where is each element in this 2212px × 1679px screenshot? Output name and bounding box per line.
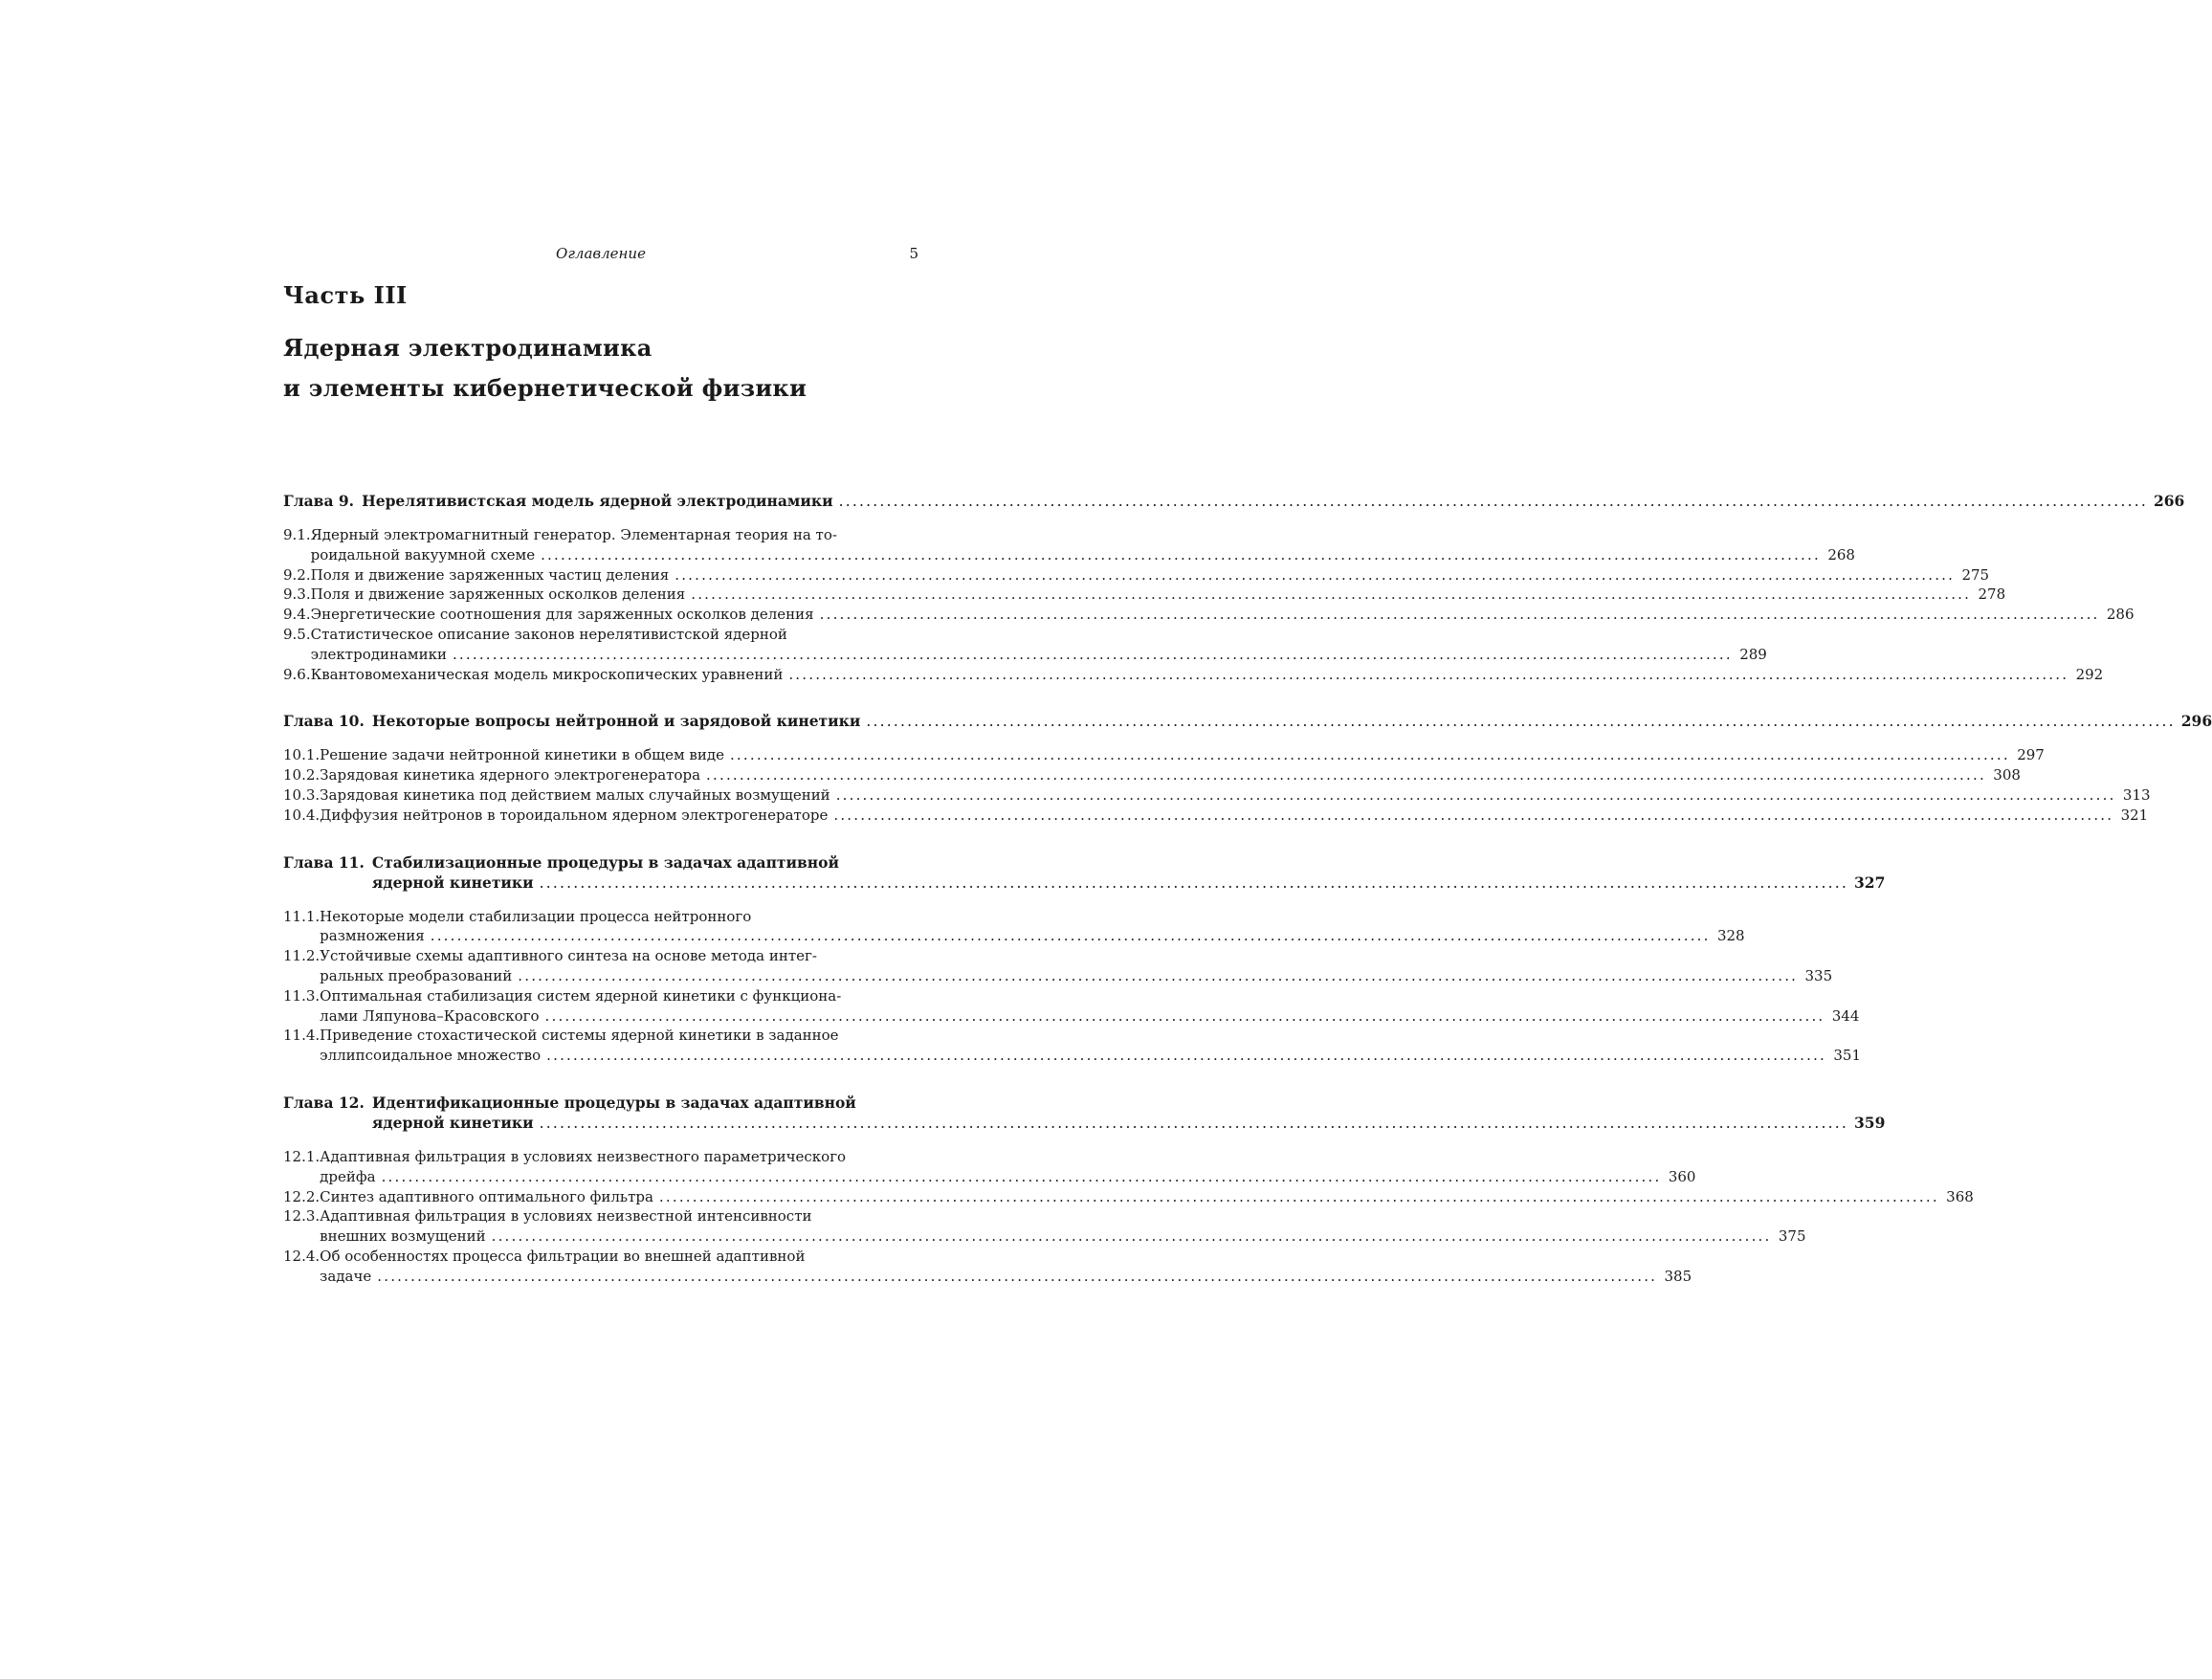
section-entry[interactable]: [283, 765, 2021, 785]
entry-line: [311, 585, 2006, 605]
section-entry[interactable]: [283, 946, 1833, 986]
dot-leader: [730, 745, 2010, 765]
entry-page-number[interactable]: 266: [2153, 492, 2185, 510]
section-entry[interactable]: [283, 525, 1855, 565]
section-number: 9.5.: [283, 625, 311, 643]
chapter-entry[interactable]: [283, 491, 2185, 512]
entry-line: [320, 1226, 1805, 1247]
entry-text: лами Ляпунова–Красовского: [320, 1006, 540, 1025]
entry-line: [320, 907, 1744, 927]
entry-text: Зарядовая кинетика ядерного электрогенератора: [320, 766, 701, 784]
section-number: 11.1.: [283, 907, 321, 925]
section-entry[interactable]: [283, 625, 1767, 665]
section-number: 9.2.: [283, 565, 311, 584]
entry-text: Нерелятивистская модель ядерной электродинамики: [362, 492, 833, 510]
section-number: 9.6.: [283, 665, 311, 683]
entry-text: Стабилизационные процедуры в задачах адаптивной: [371, 852, 839, 872]
entry-page-number[interactable]: 275: [1961, 565, 1990, 584]
part-label: Часть III: [283, 281, 408, 309]
entry-page-number[interactable]: 335: [1804, 966, 1833, 984]
entry-page-number[interactable]: 297: [2017, 746, 2045, 764]
entry-page-number[interactable]: 327: [1854, 873, 1886, 892]
dot-leader: [839, 492, 2148, 512]
entry-text: размножения: [320, 927, 425, 945]
entry-line: [320, 946, 1832, 966]
entry-page-number[interactable]: 385: [1664, 1267, 1692, 1285]
entry-page-number[interactable]: 289: [1739, 645, 1767, 663]
entry-line: [311, 605, 2135, 625]
part-title: [283, 328, 918, 409]
dot-leader: [675, 565, 1955, 585]
entry-line: [311, 525, 1855, 545]
section-title: [320, 785, 2150, 806]
entry-line: [311, 625, 1767, 645]
entry-text: Квантовомеханическая модель микроскопических уравнений: [310, 665, 784, 683]
chapter-block: [283, 711, 2212, 825]
entry-text: Поля и движение заряженных частиц деления: [310, 565, 670, 584]
section-entry[interactable]: [283, 745, 2045, 765]
section-number: 12.1.: [283, 1147, 321, 1165]
entry-line: [311, 565, 1989, 585]
section-entry[interactable]: [283, 605, 2135, 625]
entry-line: [320, 1026, 1861, 1046]
section-entry[interactable]: [283, 585, 2006, 605]
entry-text: электродинамики: [310, 645, 447, 663]
entry-page-number[interactable]: 321: [2120, 806, 2149, 824]
entry-text: ральных преобразований: [320, 966, 513, 984]
toc-page: [283, 245, 2212, 1314]
section-number: 11.3.: [283, 986, 321, 1005]
entry-text: Адаптивная фильтрация в условиях неизвестной интенсивности: [320, 1207, 812, 1226]
entry-line: [372, 873, 1886, 894]
entry-line: [311, 545, 1855, 565]
entry-page-number[interactable]: 308: [1993, 766, 2021, 784]
dot-leader: [540, 1114, 1848, 1134]
section-entry[interactable]: [283, 665, 2104, 685]
section-number: 11.2.: [283, 947, 321, 965]
running-head: [283, 245, 918, 268]
section-entry[interactable]: [283, 986, 1860, 1027]
entry-line: [320, 785, 2150, 806]
entry-line: [311, 645, 1767, 665]
section-title: [320, 907, 1744, 947]
section-entry[interactable]: [283, 1206, 1806, 1247]
dot-leader: [866, 712, 2175, 732]
entry-line: [320, 1267, 1692, 1287]
entry-line: [320, 745, 2045, 765]
section-title: [311, 565, 1989, 585]
chapter-title: [372, 852, 1886, 894]
chapter-number: Глава 12.: [283, 1093, 365, 1112]
dot-leader: [492, 1226, 1772, 1247]
entry-text: Синтез адаптивного оптимального фильтра: [320, 1187, 653, 1205]
entry-line: [311, 665, 2104, 685]
dot-leader: [540, 873, 1848, 894]
section-title: [320, 1026, 1861, 1066]
dot-leader: [706, 765, 1986, 785]
chapter-title: [362, 491, 2184, 512]
entry-line: [320, 986, 1859, 1006]
section-number: 11.4.: [283, 1027, 321, 1045]
chapter-block: [283, 1093, 1974, 1287]
table-of-contents: [283, 491, 2212, 1287]
chapter-title: [372, 1093, 1886, 1134]
entry-line: [372, 711, 2212, 732]
dot-leader: [541, 545, 1821, 565]
section-title: [320, 1247, 1692, 1287]
section-number: 10.2.: [283, 766, 321, 784]
entry-page-number[interactable]: 328: [1716, 927, 1745, 945]
entry-page-number[interactable]: 375: [1778, 1227, 1806, 1246]
entry-line: [320, 1006, 1859, 1027]
entry-line: [320, 966, 1832, 986]
entry-page-number[interactable]: 296: [2180, 712, 2212, 731]
entry-text: эллипсоидальное множество: [320, 1047, 542, 1065]
section-title: [311, 585, 2006, 605]
entry-line: [320, 1046, 1861, 1066]
dot-leader: [431, 926, 1711, 946]
dot-leader: [659, 1187, 1939, 1207]
section-entry[interactable]: [283, 1247, 1692, 1287]
part-title-line: и элементы кибернетической физики: [283, 374, 807, 402]
section-title: [320, 986, 1859, 1027]
entry-text: дрейфа: [320, 1167, 376, 1185]
entry-text: Адаптивная фильтрация в условиях неизвестного параметрического: [320, 1147, 847, 1165]
section-number: 9.3.: [283, 585, 311, 604]
entry-text: Идентификационные процедуры в задачах адаптивной: [371, 1093, 856, 1112]
entry-text: задаче: [320, 1267, 372, 1285]
entry-text: внешних возмущений: [320, 1227, 486, 1246]
section-number: 9.4.: [283, 606, 311, 624]
entry-text: Статистическое описание законов нерелятивистской ядерной: [310, 625, 787, 643]
running-head-title: Оглавление: [556, 245, 646, 262]
entry-page-number[interactable]: 313: [2122, 785, 2151, 804]
entry-line: [320, 1147, 1695, 1167]
entry-text: Решение задачи нейтронной кинетики в общем виде: [320, 746, 724, 764]
dot-leader: [546, 1046, 1826, 1066]
dot-leader: [691, 585, 1971, 605]
section-title: [311, 525, 1855, 565]
dot-leader: [382, 1167, 1662, 1187]
part-title-line: Ядерная электродинамика: [283, 334, 653, 362]
chapter-number: Глава 9.: [283, 492, 355, 510]
entry-line: [320, 1167, 1695, 1187]
section-number: 10.1.: [283, 746, 321, 764]
section-title: [320, 946, 1832, 986]
section-entry[interactable]: [283, 1147, 1696, 1187]
entry-text: Энергетические соотношения для заряженных осколков деления: [310, 606, 814, 624]
entry-page-number[interactable]: 344: [1831, 1006, 1860, 1025]
section-title: [320, 765, 2021, 785]
entry-line: [372, 852, 1886, 873]
entry-line: [320, 1206, 1805, 1226]
entry-text: ядерной кинетики: [371, 1113, 534, 1132]
entry-text: Ядерный электромагнитный генератор. Элементарная теория на то-: [310, 526, 837, 543]
entry-page-number[interactable]: 292: [2075, 665, 2104, 683]
entry-text: Некоторые модели стабилизации процесса нейтронного: [320, 907, 752, 925]
section-entry[interactable]: [283, 1187, 1974, 1207]
section-entry[interactable]: [283, 785, 2151, 806]
entry-line: [320, 765, 2021, 785]
section-number: 12.4.: [283, 1247, 321, 1265]
section-title: [311, 625, 1767, 665]
entry-page-number[interactable]: 359: [1854, 1113, 1886, 1132]
section-number: 12.2.: [283, 1187, 321, 1205]
section-title: [320, 1187, 1974, 1207]
entry-page-number[interactable]: 360: [1668, 1167, 1696, 1185]
entry-text: Об особенностях процесса фильтрации во внешней адаптивной: [320, 1247, 806, 1265]
page-number: 5: [909, 245, 918, 262]
entry-text: Зарядовая кинетика под действием малых случайных возмущений: [320, 785, 830, 804]
entry-text: Диффузия нейтронов в тороидальном ядерном электрогенераторе: [320, 806, 829, 824]
entry-page-number[interactable]: 278: [1978, 585, 2006, 604]
dot-leader: [788, 665, 2068, 685]
entry-line: [320, 926, 1744, 946]
section-entry[interactable]: [283, 806, 2149, 826]
chapter-entry[interactable]: [283, 852, 1886, 894]
entry-text: ядерной кинетики: [371, 873, 534, 892]
entry-text: Оптимальная стабилизация систем ядерной кинетики с функциона-: [320, 986, 842, 1005]
entry-page-number[interactable]: 368: [1946, 1187, 1974, 1205]
entry-line: [362, 491, 2184, 512]
chapter-entry[interactable]: [283, 1093, 1886, 1134]
entry-page-number[interactable]: 351: [1833, 1047, 1862, 1065]
dot-leader: [836, 785, 2116, 806]
section-entry[interactable]: [283, 565, 1990, 585]
entry-line: [372, 1113, 1886, 1134]
entry-line: [320, 1187, 1974, 1207]
section-title: [320, 806, 2148, 826]
section-entry[interactable]: [283, 1026, 1862, 1066]
section-title: [311, 605, 2135, 625]
chapter-number: Глава 11.: [283, 852, 365, 872]
section-number: 10.3.: [283, 785, 321, 804]
entry-page-number[interactable]: 286: [2106, 606, 2135, 624]
section-entry[interactable]: [283, 907, 1745, 947]
section-number: 12.3.: [283, 1207, 321, 1226]
dot-leader: [833, 806, 2113, 826]
entry-text: Приведение стохастической системы ядерной кинетики в заданное: [320, 1027, 839, 1045]
dot-leader: [518, 966, 1798, 986]
entry-page-number[interactable]: 268: [1827, 545, 1855, 563]
section-title: [311, 665, 2104, 685]
section-title: [320, 1206, 1805, 1247]
entry-text: Поля и движение заряженных осколков деления: [310, 585, 686, 604]
chapter-entry[interactable]: [283, 711, 2212, 732]
chapter-number: Глава 10.: [283, 712, 365, 731]
dot-leader: [545, 1006, 1825, 1027]
section-number: 10.4.: [283, 806, 321, 824]
section-number: 9.1.: [283, 526, 311, 543]
chapter-block: [283, 852, 1886, 1066]
entry-text: Устойчивые схемы адаптивного синтеза на основе метода интег-: [320, 947, 817, 965]
chapter-block: [283, 491, 2185, 684]
dot-leader: [820, 605, 2100, 625]
entry-text: Некоторые вопросы нейтронной и зарядовой кинетики: [371, 712, 861, 731]
section-title: [320, 1147, 1695, 1187]
entry-line: [320, 1247, 1692, 1267]
dot-leader: [377, 1267, 1657, 1287]
chapter-title: [372, 711, 2212, 732]
entry-line: [320, 806, 2148, 826]
entry-line: [372, 1093, 1886, 1113]
dot-leader: [453, 645, 1733, 665]
section-title: [320, 745, 2045, 765]
entry-text: роидальной вакуумной схеме: [310, 545, 536, 563]
